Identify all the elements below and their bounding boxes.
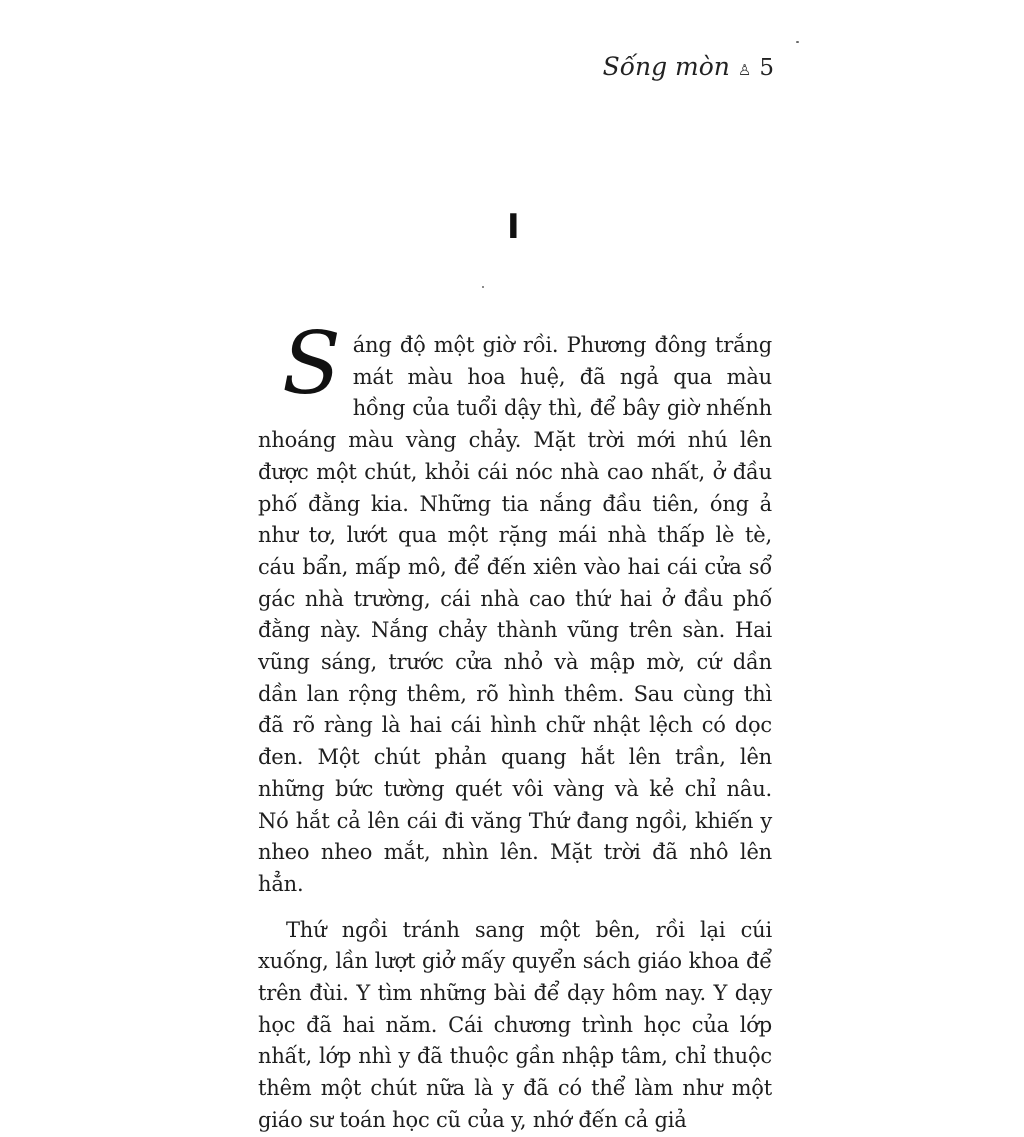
body-text	[258, 314, 772, 1137]
paragraph-1-text: áng độ một giờ rồi. Phương đông trắng mát màu hoa huệ, đã ngả qua màu hồng của tuổi dậy thì, để bây giờ nhếnh nhoáng màu vàng chảy. Mặt trời mới nhú lên được một chút, khỏi cái nóc nhà cao nhất, ở đầu phố đằng kia. Những tia nắng đầu tiên, óng ả như tơ, lướt qua một rặng mái nhà thấp lè tè, cáu bẩn, mấp mô, để đến xiên vào hai cái cửa sổ gác nhà trường, cái nhà cao thứ hai ở đầu phố đằng này. Nắng chảy thành vũng trên sàn. Hai vũng sáng, trước cửa nhỏ và mập mờ, cứ dần dần lan rộng thêm, rõ hình thêm. Sau cùng thì đã rõ ràng là hai cái hình chữ nhật lệch có dọc đen. Một chút phản quang hắt lên trần, lên những bức tường quét vôi vàng và kẻ chỉ nâu. Nó hắt cả lên cái đi văng Thứ đang ngồi, khiến y nheo nheo mắt, nhìn lên. Mặt trời đã nhô lên hẳn.	[258, 333, 772, 896]
scan-speck	[482, 286, 484, 288]
drop-cap: S	[282, 314, 341, 414]
paragraph-1	[258, 314, 772, 901]
book-title: Sống mòn	[602, 52, 730, 81]
pawn-ornament-icon: ♙	[737, 61, 752, 79]
paragraph-2: Thứ ngồi tránh sang một bên, rồi lại cúi xuống, lần lượt giở mấy quyển sách giáo khoa để trên đùi. Y tìm những bài để dạy hôm nay. Y dạy học đã hai năm. Cái chương trình học của lớp nhất, lớp nhì y đã thuộc gần nhập tâm, chỉ thuộc thêm một chút nữa là y đã có thể làm như một giáo sư toán học cũ của y, nhớ đến cả giả	[258, 917, 772, 1132]
chapter-numeral: I	[507, 207, 520, 247]
page-number: 5	[759, 55, 774, 81]
running-header	[603, 52, 774, 81]
scan-speck	[796, 41, 799, 43]
